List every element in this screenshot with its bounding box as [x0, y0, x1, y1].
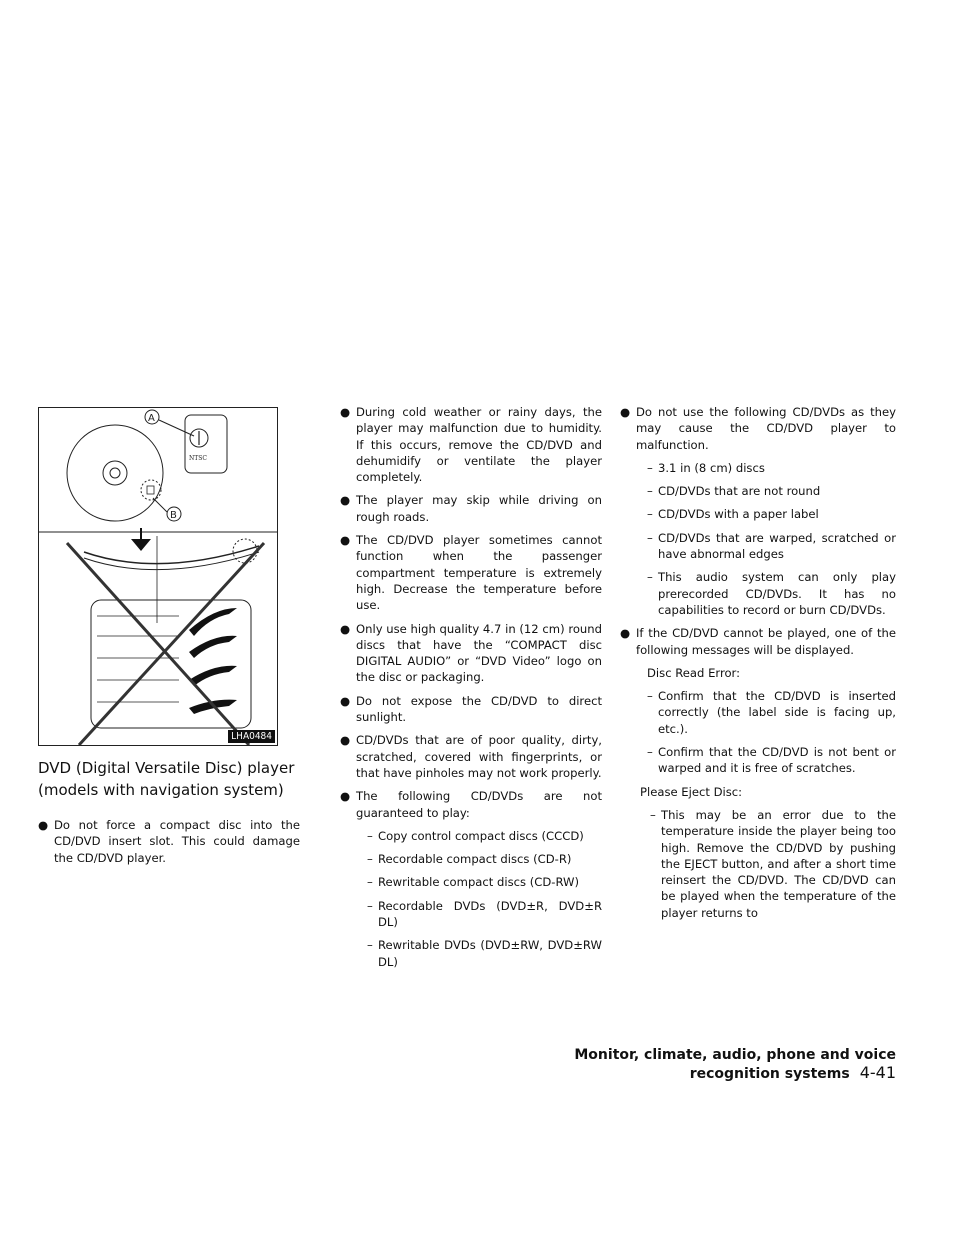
svg-text:NTSC: NTSC: [189, 455, 207, 462]
bullet-icon: ●: [340, 405, 351, 419]
sub-item: – Copy control compact discs (CCCD): [367, 828, 584, 843]
list-item: ● CD/DVDs that are of poor quality, dirty, scratched, covered with fingerprints, or that have pinholes may not work properly.: [340, 733, 602, 780]
bullet-icon: ●: [340, 493, 351, 508]
sub-item: – Confirm that the CD/DVD is not bent or warped and it is free of scratches.: [647, 745, 896, 776]
list-item: ● Do not expose the CD/DVD to direct sunlight.: [340, 693, 602, 725]
eject-heading: Please Eject Disc:: [640, 784, 743, 799]
footer-title: Monitor, climate, audio, phone and voice recognition systems: [574, 1047, 896, 1082]
page-footer: [480, 1047, 896, 1082]
sub-item: – 3.1 in (8 cm) discs: [647, 460, 765, 475]
bullet-icon: ●: [38, 818, 49, 832]
sub-item: – Rewritable DVDs (DVD±RW, DVD±RW DL): [367, 938, 602, 969]
list-item: ● Do not use the following CD/DVDs as they may cause the CD/DVD player to malfunction.: [620, 405, 896, 452]
sub-item: – Recordable compact discs (CD-R): [367, 852, 572, 867]
list-item: ● The CD/DVD player sometimes cannot function when the passenger compartment temperature is extremely high. Decrease the temperature before use.: [340, 533, 602, 613]
label-a: A: [148, 413, 155, 424]
bullet-icon: ●: [340, 789, 351, 804]
page-number: 4-41: [859, 1063, 896, 1082]
list-item: ● The following CD/DVDs are not guaranteed to play:: [340, 789, 602, 820]
sub-item: – CD/DVDs that are warped, scratched or have abnormal edges: [647, 530, 896, 562]
figure-code: LHA0484: [228, 730, 275, 743]
list-item: ● The player may skip while driving on rough roads.: [340, 493, 602, 524]
sub-item: – Confirm that the CD/DVD is inserted correctly (the label side is facing up, etc.).: [647, 689, 896, 736]
label-b: B: [170, 510, 177, 521]
list-item: ● Do not force a compact disc into the CD/DVD insert slot. This could damage the CD/DVD player.: [38, 818, 300, 865]
bullet-icon: ●: [620, 626, 631, 641]
sub-item: – This may be an error due to the temperature inside the player being too high. Remove the CD/DVD by pushing the EJECT button, and after a short time reinsert the CD/DVD. The CD/DVD can be played when the temperature of the player returns to: [650, 807, 896, 920]
sub-item: – CD/DVDs that are not round: [647, 484, 821, 499]
read-error-heading: Disc Read Error:: [647, 665, 741, 680]
bullet-icon: ●: [340, 533, 351, 548]
bullet-icon: ●: [620, 405, 631, 419]
bullet-icon: ●: [340, 693, 351, 708]
column-1: [38, 817, 300, 873]
disc-insertion-diagram: [39, 408, 277, 745]
disc-illustration: [38, 407, 278, 746]
bullet-icon: ●: [340, 733, 351, 748]
list-item: ● During cold weather or rainy days, the player may malfunction due to humidity. If this occurs, remove the CD/DVD and dehumidify or ventilate the player completely.: [340, 405, 602, 485]
section-title: DVD (Digital Versatile Disc) player (models with navigation system): [38, 759, 295, 799]
sub-item: – Rewritable compact discs (CD-RW): [367, 875, 580, 890]
column-3: [620, 404, 896, 928]
list-item: ● If the CD/DVD cannot be played, one of the following messages will be displayed.: [620, 626, 896, 657]
sub-item: – Recordable DVDs (DVD±R, DVD±R DL): [367, 898, 602, 930]
bullet-icon: ●: [340, 621, 351, 636]
sub-item: – CD/DVDs with a paper label: [647, 507, 819, 522]
list-item: ● Only use high quality 4.7 in (12 cm) round discs that have the “COMPACT disc DIGITAL AUDIO” or “DVD Video” logo on the disc or packaging.: [340, 621, 602, 685]
sub-item: – This audio system can only play prerecorded CD/DVDs. It has no capabilities to record or burn CD/DVDs.: [647, 570, 896, 617]
column-2: [340, 404, 602, 977]
